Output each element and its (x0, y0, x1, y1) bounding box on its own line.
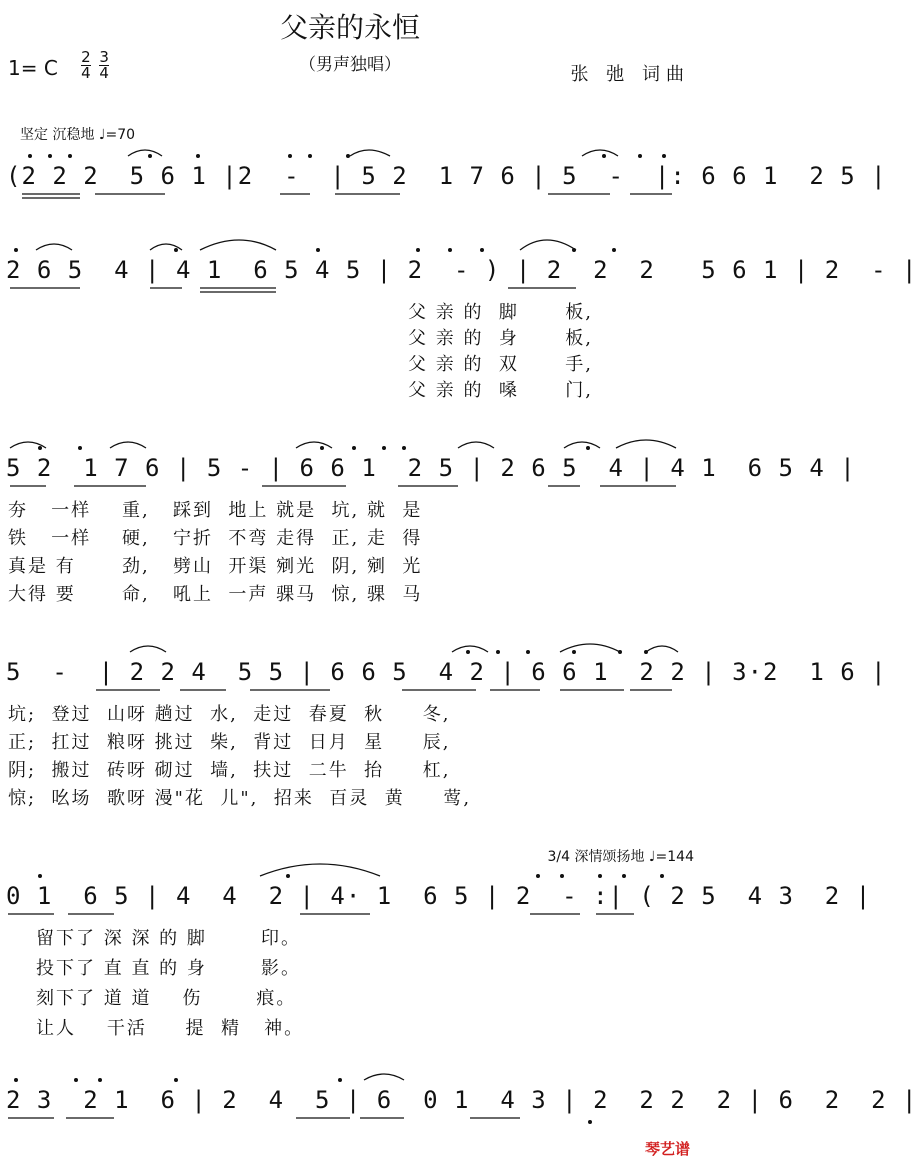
tie-arc (296, 442, 332, 448)
octave-dot (174, 1078, 178, 1082)
lyric-verse-d-1: 留下了 深 深 的 脚 印。 (36, 928, 301, 949)
octave-dot (286, 874, 290, 878)
tie-arc (564, 442, 600, 448)
octave-dot (560, 874, 564, 878)
lyric-verse-d-3: 刻下了 道 道 伤 痕。 (36, 988, 297, 1009)
tie-arc (36, 244, 72, 250)
watermark-logo: 琴艺谱 (644, 1140, 690, 1158)
lyric-verse-a-4: 父 亲 的 嗓 门, (408, 380, 593, 401)
lyric-verse-d-4: 让人 干活 提 精 神。 (36, 1018, 305, 1039)
lyric-verse-b-2: 铁 一样 硬, 宁折 不弯 走得 正, 走 得 (8, 528, 423, 549)
octave-dot (38, 446, 42, 450)
score-line-3: 5 2 1 7 6 | 5 - | 6 6 1 2 5 | 2 6 5 4 | 4 1 6 5 4 | (6, 454, 856, 482)
octave-dot (612, 248, 616, 252)
song-subtitle: （男声独唱） (299, 55, 401, 75)
octave-dot (38, 874, 42, 878)
octave-dot (68, 154, 72, 158)
octave-dot-low (588, 1120, 592, 1124)
octave-dot (308, 154, 312, 158)
octave-dot (572, 650, 576, 654)
song-title: 父亲的永恒 (279, 11, 420, 44)
octave-dot (448, 248, 452, 252)
score-line-6: 2 3 2 1 6 | 2 4 5 | 6 0 1 4 3 | 2 2 2 2 | 6 2 2 | (6, 1086, 918, 1114)
octave-dot (536, 874, 540, 878)
tie-arc (110, 442, 146, 448)
octave-dot (316, 248, 320, 252)
tie-arc (260, 864, 380, 876)
composer-credit: 张 弛 词曲 (570, 64, 690, 85)
octave-dot (572, 248, 576, 252)
octave-dot (288, 154, 292, 158)
tie-arc (520, 240, 576, 250)
lyric-verse-c-1: 坑; 登过 山呀 趟过 水, 走过 春夏 秋 冬, (8, 704, 451, 725)
octave-dot (346, 154, 350, 158)
lyric-verse-a-3: 父 亲 的 双 手, (408, 354, 593, 375)
octave-dot (402, 446, 406, 450)
octave-dot (382, 446, 386, 450)
key-signature: 1= C (8, 56, 58, 80)
octave-dot (660, 874, 664, 878)
octave-dot (602, 154, 606, 158)
octave-dot (638, 154, 642, 158)
lyric-verse-c-4: 惊; 吆场 歌呀 漫"花 儿", 招来 百灵 黄 莺, (8, 788, 472, 809)
octave-dot (78, 446, 82, 450)
score-line-1: (2 2 2 5 6 1 |2 - | 5 2 1 7 6 | 5 - |: 6 6 1 2 5 | (6, 162, 887, 190)
tie-arc (646, 646, 678, 652)
tie-arc (350, 150, 390, 156)
tie-arc (130, 646, 166, 652)
lyric-verse-d-2: 投下了 直 直 的 身 影。 (36, 958, 301, 979)
octave-dot (526, 650, 530, 654)
octave-dot (480, 248, 484, 252)
score-line-4: 5 - | 2 2 4 5 5 | 6 6 5 4 2 | 6 6 1 2 2 | 3·2 1 6 | (6, 658, 887, 686)
octave-dot (598, 874, 602, 878)
octave-dot (644, 650, 648, 654)
tie-arc (128, 150, 162, 156)
tempo-marking-1: 坚定 沉稳地 ♩=70 (20, 127, 136, 143)
octave-dot (416, 248, 420, 252)
octave-dot (466, 650, 470, 654)
score-line-2: 2 6 5 4 | 4 1 6 5 4 5 | 2 - ) | 2 2 2 5 6 1 | 2 - | (6, 256, 918, 284)
tie-arc (582, 150, 618, 156)
tie-arc (452, 646, 488, 652)
lyric-verse-c-3: 阴; 搬过 砖呀 砌过 墙, 扶过 二牛 抬 杠, (8, 760, 451, 781)
meter-a-numerator: 2 (81, 48, 91, 66)
octave-dot (586, 446, 590, 450)
tie-arc (364, 1074, 404, 1080)
octave-dot (174, 248, 178, 252)
octave-dot (338, 1078, 342, 1082)
octave-dot (622, 874, 626, 878)
tie-arc (560, 644, 620, 652)
octave-dot (74, 1078, 78, 1082)
tempo-marking-2: 3/4 深情颂扬地 ♩=144 (547, 849, 694, 865)
lyric-verse-c-2: 正; 扛过 粮呀 挑过 柴, 背过 日月 星 辰, (8, 732, 451, 753)
lyric-verse-b-3: 真是 有 劲, 劈山 开渠 剜光 阴, 剜 光 (8, 556, 423, 577)
octave-dot (98, 1078, 102, 1082)
octave-dot (148, 154, 152, 158)
lyric-verse-b-1: 夯 一样 重, 踩到 地上 就是 坑, 就 是 (8, 500, 423, 521)
tie-arc (458, 442, 494, 448)
lyric-verse-b-4: 大得 要 命, 吼上 一声 骒马 惊, 骒 马 (8, 584, 423, 605)
octave-dot (28, 154, 32, 158)
tie-arc (200, 240, 276, 250)
score-line-5: 0 1 6 5 | 4 4 2 | 4· 1 6 5 | 2 - :| ( 2 5 4 3 2 | (6, 882, 872, 910)
octave-dot (662, 154, 666, 158)
tie-arc (616, 440, 676, 448)
octave-dot (14, 248, 18, 252)
octave-dot (14, 1078, 18, 1082)
lyric-verse-a-1: 父 亲 的 脚 板, (408, 302, 593, 323)
octave-dot (48, 154, 52, 158)
octave-dot (320, 446, 324, 450)
meter-a-denominator: 4 (81, 64, 91, 82)
octave-dot (196, 154, 200, 158)
meter-b-numerator: 3 (99, 48, 109, 66)
meter-b-denominator: 4 (99, 64, 109, 82)
octave-dot (352, 446, 356, 450)
octave-dot (496, 650, 500, 654)
octave-dot (618, 650, 622, 654)
lyric-verse-a-2: 父 亲 的 身 板, (408, 328, 593, 349)
